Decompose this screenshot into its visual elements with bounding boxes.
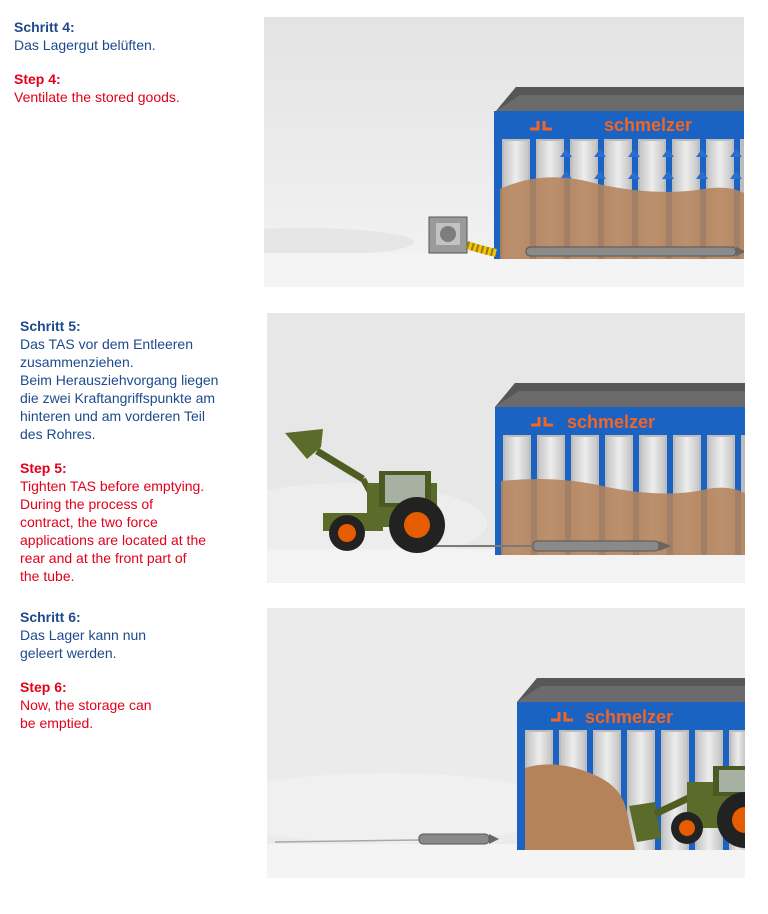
step-4-en-title: Step 4:	[14, 71, 61, 87]
brand-logo: schmelzer	[585, 707, 674, 727]
step-5-de-line: des Rohres.	[20, 426, 96, 442]
step-5-en-line: During the process of	[20, 496, 154, 512]
step-5-de-line: hinteren und am vorderen Teil	[20, 408, 205, 424]
brand-logo: schmelzer	[567, 412, 656, 432]
step-4-text	[14, 18, 244, 106]
brand-logo: schmelzer	[604, 115, 693, 135]
step-5-en-title: Step 5:	[20, 460, 67, 476]
step-5-text	[20, 317, 255, 585]
step-4-illustration	[264, 17, 744, 287]
step-5-illustration	[267, 313, 745, 583]
step-6-de-line: geleert werden.	[20, 645, 117, 661]
step-6-de-line: Das Lager kann nun	[20, 627, 147, 643]
step-5-en-line: Tighten TAS before emptying.	[20, 478, 205, 494]
step-5-de-title: Schritt 5:	[20, 318, 81, 334]
step-4-en-line: Ventilate the stored goods.	[14, 89, 180, 105]
step-5-en-line: contract, the two force	[20, 514, 158, 530]
step-4-de-title: Schritt 4:	[14, 19, 75, 35]
ventilation-tube	[419, 834, 489, 844]
step-5-en-line: the tube.	[20, 568, 75, 584]
step-4-de-line: Das Lagergut belüften.	[14, 37, 156, 53]
step-6-en-line: Now, the storage can	[20, 697, 152, 713]
step-5-en-line: rear and at the front part of	[20, 550, 187, 566]
step-5-de-line: zusammenziehen.	[20, 354, 134, 370]
step-6-text	[20, 608, 250, 732]
step-5-de-line: Beim Herausziehvorgang liegen	[20, 372, 219, 388]
ventilation-tube	[533, 541, 659, 551]
step-5-de-line: Das TAS vor dem Entleeren	[20, 336, 194, 352]
step-6-en-title: Step 6:	[20, 679, 67, 695]
step-6-de-title: Schritt 6:	[20, 609, 81, 625]
step-5-en-line: applications are located at the	[20, 532, 207, 548]
step-6-illustration	[267, 608, 745, 878]
step-5-de-line: die zwei Kraftangriffspunkte am	[20, 390, 216, 406]
ventilation-tube	[526, 247, 736, 256]
step-6-en-line: be emptied.	[20, 715, 94, 731]
